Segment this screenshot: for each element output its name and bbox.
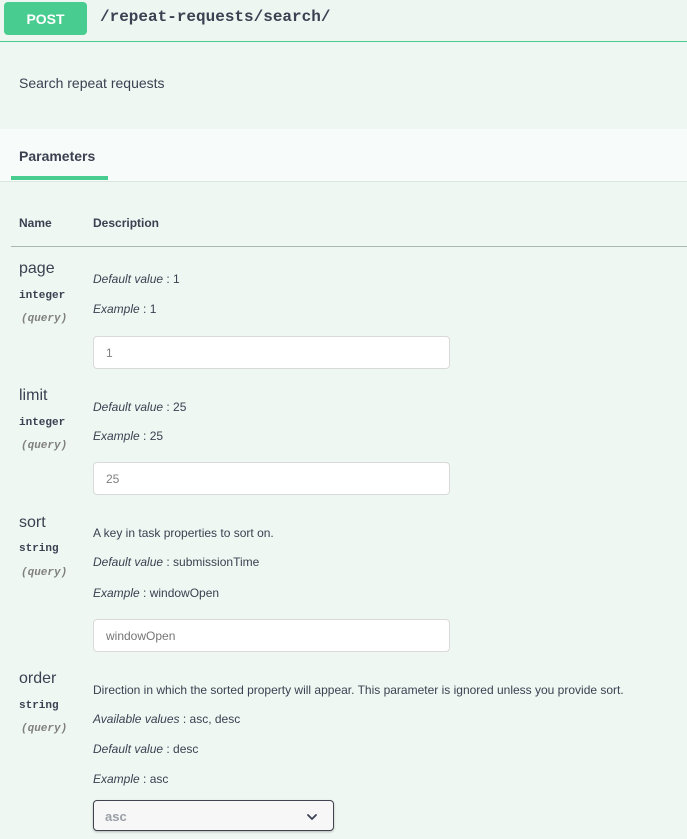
parameter-location: (query) [21,440,68,452]
default-value [93,742,198,756]
sort-input[interactable] [93,619,450,652]
column-header-name: Name [19,216,52,230]
default-value [93,272,180,286]
order-select-value: asc [105,809,127,824]
example-text: : 25 [139,429,164,443]
default-value-label: Default value [93,400,164,414]
operation-summary: Search repeat requests [19,75,165,91]
parameter-location: (query) [21,313,68,325]
default-value-text: : 25 [163,400,187,414]
limit-input[interactable] [93,462,450,495]
example-text: : asc [139,772,169,786]
method-badge: POST [4,2,87,35]
available-values-label: Available values [93,712,180,726]
default-value-label: Default value [93,555,164,569]
parameters-tab-bar [0,129,687,182]
default-value-text: : desc [163,742,199,756]
parameter-name: limit [19,387,48,404]
order-select[interactable] [93,800,334,831]
page-input[interactable] [93,336,450,369]
example-label: Example [93,772,140,786]
default-value-text: : submissionTime [163,555,260,569]
example-value [93,772,168,786]
operation-header[interactable] [0,0,687,42]
example-label: Example [93,586,140,600]
default-value-label: Default value [93,742,164,756]
parameter-description: A key in task properties to sort on. [93,526,274,540]
column-header-description: Description [93,216,160,230]
endpoint-path: /repeat-requests/search/ [100,8,331,26]
parameter-location: (query) [21,567,68,579]
parameter-location: (query) [21,723,68,735]
tab-parameters[interactable]: Parameters [19,148,96,164]
default-value [93,400,186,414]
table-header-divider [11,246,687,247]
available-values-text: : asc, desc [179,712,241,726]
parameter-name: page [19,260,55,277]
example-value [93,302,156,316]
parameter-name: sort [19,514,46,531]
default-value-text: : 1 [163,272,180,286]
parameter-type: integer [19,290,66,302]
chevron-down-icon [305,810,319,824]
example-value [93,586,219,600]
default-value [93,555,259,569]
parameter-description: Direction in which the sorted property will appear. This parameter is ignored unless you provide sort. [93,683,624,697]
example-text: : windowOpen [139,586,220,600]
example-value [93,429,163,443]
parameter-name: order [19,670,57,687]
example-label: Example [93,429,140,443]
parameter-type: string [19,700,59,712]
available-values [93,712,240,726]
parameter-type: string [19,543,59,555]
example-text: : 1 [139,302,157,316]
default-value-label: Default value [93,272,164,286]
parameter-type: integer [19,417,66,429]
example-label: Example [93,302,140,316]
tab-active-indicator [11,176,108,180]
